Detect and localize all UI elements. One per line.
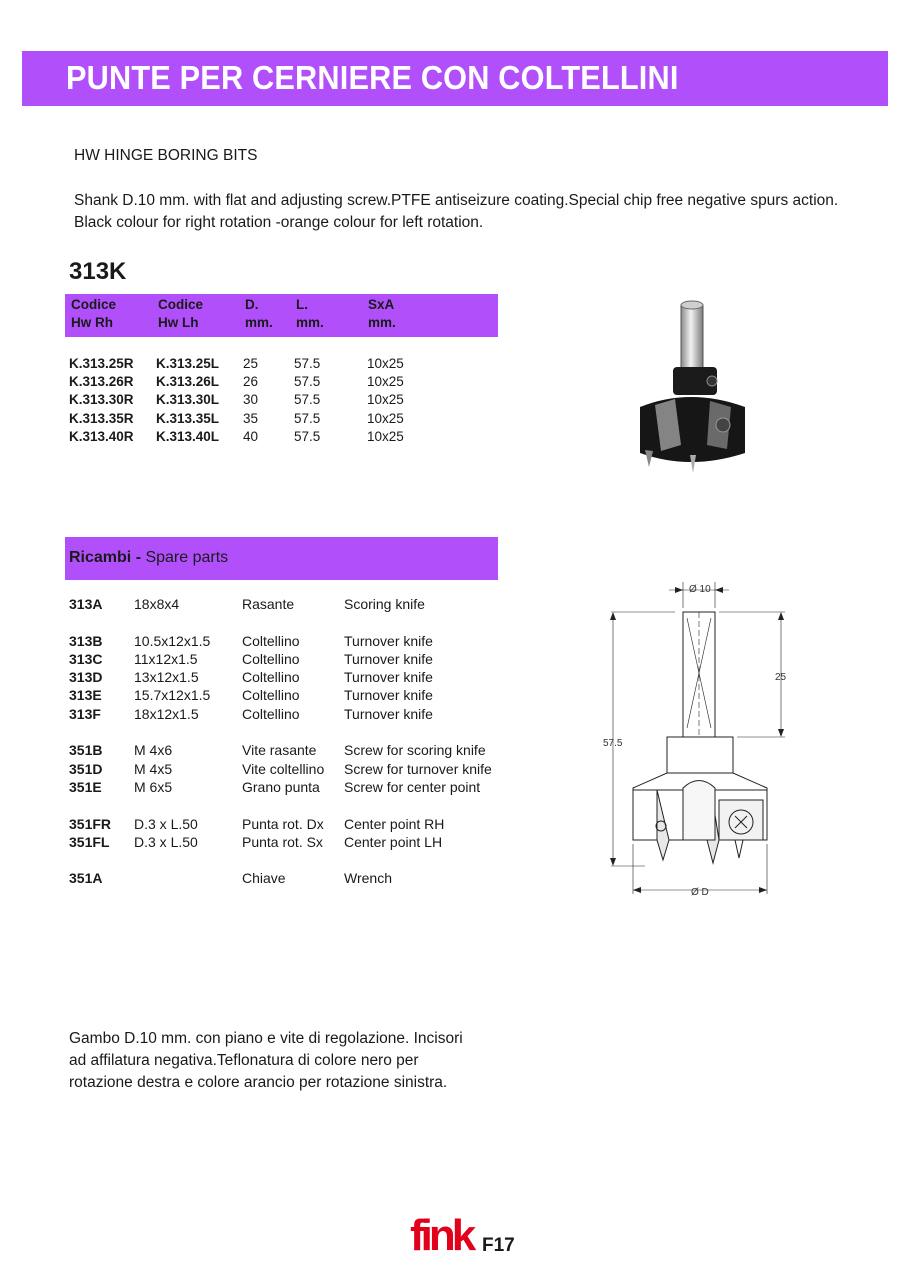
page-title: PUNTE PER CERNIERE CON COLTELLINI <box>66 59 679 96</box>
table-row: 351B M 4x6 Vite rasante Screw for scoring knife <box>69 742 486 759</box>
dim-shank-diameter: Ø 10 <box>689 584 711 595</box>
table-row: K.313.35R K.313.35L 35 57.5 10x25 <box>69 410 404 426</box>
english-description: Shank D.10 mm. with flat and adjusting screw.PTFE antiseizure coating.Special chip free negative spurs action. Black colour for right rotation -orange colour for left rotation. <box>74 192 839 231</box>
title-banner <box>22 51 888 106</box>
product-code: 313K <box>69 258 127 285</box>
table-row: K.313.30R K.313.30L 30 57.5 10x25 <box>69 392 404 408</box>
svg-text:fink: fink <box>410 1211 473 1256</box>
dim-total-length: 57.5 <box>603 738 623 749</box>
table-row: 313E 15.7x12x1.5 Coltellino Turnover knife <box>69 687 433 704</box>
table-row: K.313.40R K.313.40L 40 57.5 10x25 <box>69 428 404 444</box>
table-row: K.313.26R K.313.26L 26 57.5 10x25 <box>69 374 404 390</box>
col-length: L. mm. <box>296 297 324 330</box>
col-codice-lh: Codice Hw Lh <box>158 297 204 330</box>
table-row: 313F 18x12x1.5 Coltellino Turnover knife <box>69 705 433 722</box>
table-row: 313B 10.5x12x1.5 Coltellino Turnover knife <box>69 632 433 649</box>
spare-parts-title: Ricambi - Spare parts <box>69 549 229 566</box>
spare-parts-header <box>65 537 498 580</box>
spare-parts-table <box>69 596 509 889</box>
fink-logo <box>410 1208 478 1256</box>
col-diameter: D. mm. <box>245 297 273 330</box>
italian-description: Gambo D.10 mm. con piano e vite di regolazione. Incisori ad affilatura negativa.Teflonatura di colore nero per rotazione destra e colore arancio per rotazione sinistra. <box>69 1030 463 1091</box>
table-row: 351E M 6x5 Grano punta Screw for center point <box>69 778 481 795</box>
product-table-body <box>69 356 499 447</box>
table-row: K.313.25R K.313.25L 25 57.5 10x25 <box>69 356 404 371</box>
dim-shank-length: 25 <box>775 672 787 683</box>
product-table-header <box>65 294 498 337</box>
col-sxa: SxA mm. <box>368 297 396 330</box>
english-title: HW HINGE BORING BITS <box>74 147 258 164</box>
product-photo <box>615 295 765 480</box>
page-number: F17 <box>482 1235 515 1256</box>
table-row: 351FL D.3 x L.50 Punta rot. Sx Center point LH <box>69 833 443 850</box>
dim-body-diameter: Ø D <box>691 887 709 898</box>
table-row: 313C 11x12x1.5 Coltellino Turnover knife <box>69 650 433 667</box>
table-row: 351A Chiave Wrench <box>69 870 392 887</box>
col-codice-rh: Codice Hw Rh <box>71 297 117 330</box>
table-row: 313D 13x12x1.5 Coltellino Turnover knife <box>69 669 433 686</box>
table-row: 351D M 4x5 Vite coltellino Screw for turnover knife <box>69 760 492 777</box>
table-row: 313A 18x8x4 Rasante Scoring knife <box>69 596 425 612</box>
table-row: 351FR D.3 x L.50 Punta rot. Dx Center point RH <box>69 815 445 832</box>
technical-drawing <box>595 578 795 903</box>
